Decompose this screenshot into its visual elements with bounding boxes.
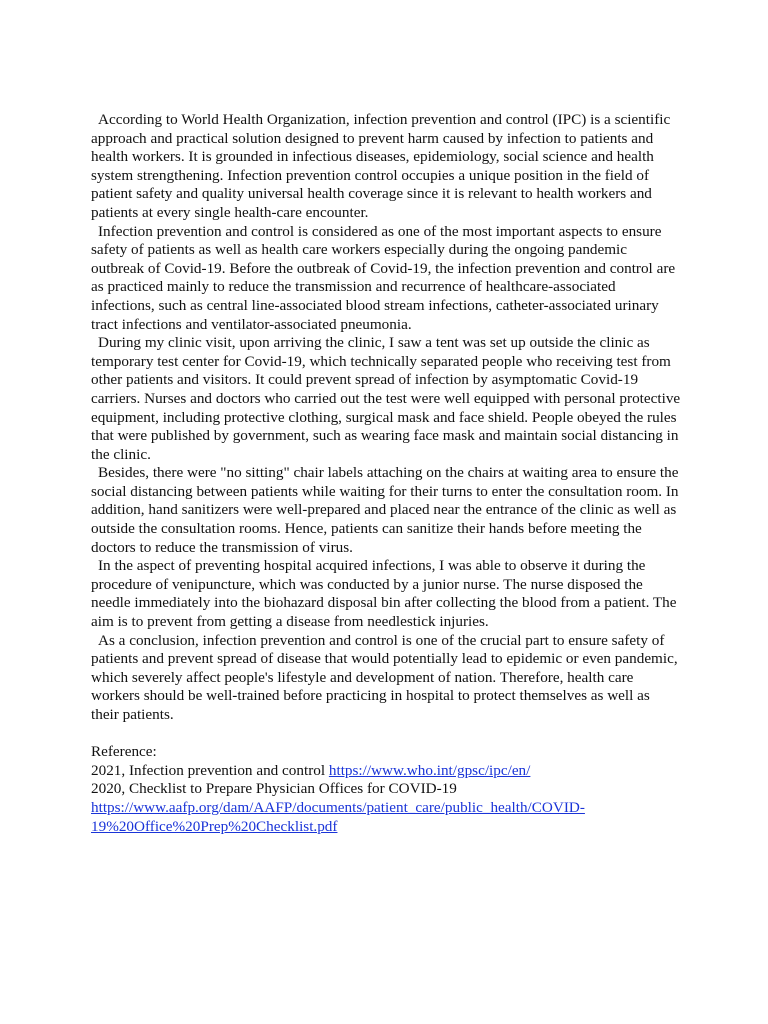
reference-1-link[interactable]: https://www.who.int/gpsc/ipc/en/ <box>328 761 531 779</box>
paragraph-clinic-visit: During my clinic visit, upon arriving the clinic, I saw a tent was set up outside the clinic as temporary test center for Covid-19, which technically separated people who receiving test from other patients and visitors. It could prevent spread of infection by asymptomatic Covid-19 carriers. Nurses and doctors who carried out the test were well equipped with personal protective equipment, including protective clothing, surgical mask and face shield. People obeyed the rules that were published by government, such as wearing face mask and maintain social distancing in the clinic. <box>91 334 681 463</box>
reference-item-2: 2020, Checklist to Prepare Physician Offices for COVID-19 <box>91 780 457 798</box>
reference-2-link[interactable] <box>91 799 585 835</box>
reference-2-link-line-1: https://www.aafp.org/dam/AAFP/documents/patient_care/public_health/COVID- <box>91 798 585 816</box>
document-body <box>91 111 681 836</box>
paragraph-hospital-infections: In the aspect of preventing hospital acquired infections, I was able to observe it during the procedure of venipuncture, which was conducted by a junior nurse. The nurse disposed the needle immediately into the biohazard disposal bin after collecting the blood from a patient. The aim is to prevent from getting a disease from needlestick injuries. <box>91 557 677 631</box>
section-spacer <box>91 725 681 744</box>
paragraph-importance: Infection prevention and control is considered as one of the most important aspects to ensure safety of patients as well as health care workers especially during the ongoing pandemic outbreak of Covid-19. Before the outbreak of Covid-19, the infection prevention and control are as practiced mainly to reduce the transmission and recurrence of healthcare-associated infections, such as central line-associated blood stream infections, catheter-associated urinary tract infections and ventilator-associated pneumonia. <box>91 222 676 333</box>
references-section <box>91 743 681 836</box>
references-heading: Reference: <box>91 743 157 761</box>
paragraph-distancing: Besides, there were "no sitting" chair labels attaching on the chairs at waiting area to ensure the social distancing between patients while waiting for their turns to enter the consultation room. In addition, hand sanitizers were well-prepared and placed near the entrance of the clinic as well as outside the consultation rooms. Hence, patients can sanitize their hands before meeting the doctors to reduce the transmission of virus. <box>91 464 679 556</box>
reference-1-text: 2021, Infection prevention and control <box>91 761 329 779</box>
paragraph-conclusion: As a conclusion, infection prevention and control is one of the crucial part to ensure safety of patients and prevent spread of disease that would potentially lead to epidemic or even pandemic, which severely affect people's lifestyle and development of nation. Therefore, health care workers should be well-trained before practicing in hospital to protect themselves as well as their patients. <box>91 631 678 723</box>
reference-item-2-url <box>91 799 681 836</box>
reference-item-1 <box>91 762 681 781</box>
reference-2-link-line-2: 19%20Office%20Prep%20Checklist.pdf <box>91 817 338 835</box>
paragraph-intro: According to World Health Organization, infection prevention and control (IPC) is a scientific approach and practical solution designed to prevent harm caused by infection to patients and health workers. It is grounded in infectious diseases, epidemiology, social science and health system strengthening. Infection prevention control occupies a unique position in the field of patient safety and quality universal health coverage since it is relevant to health workers and patients at every single health-care encounter. <box>91 111 671 221</box>
